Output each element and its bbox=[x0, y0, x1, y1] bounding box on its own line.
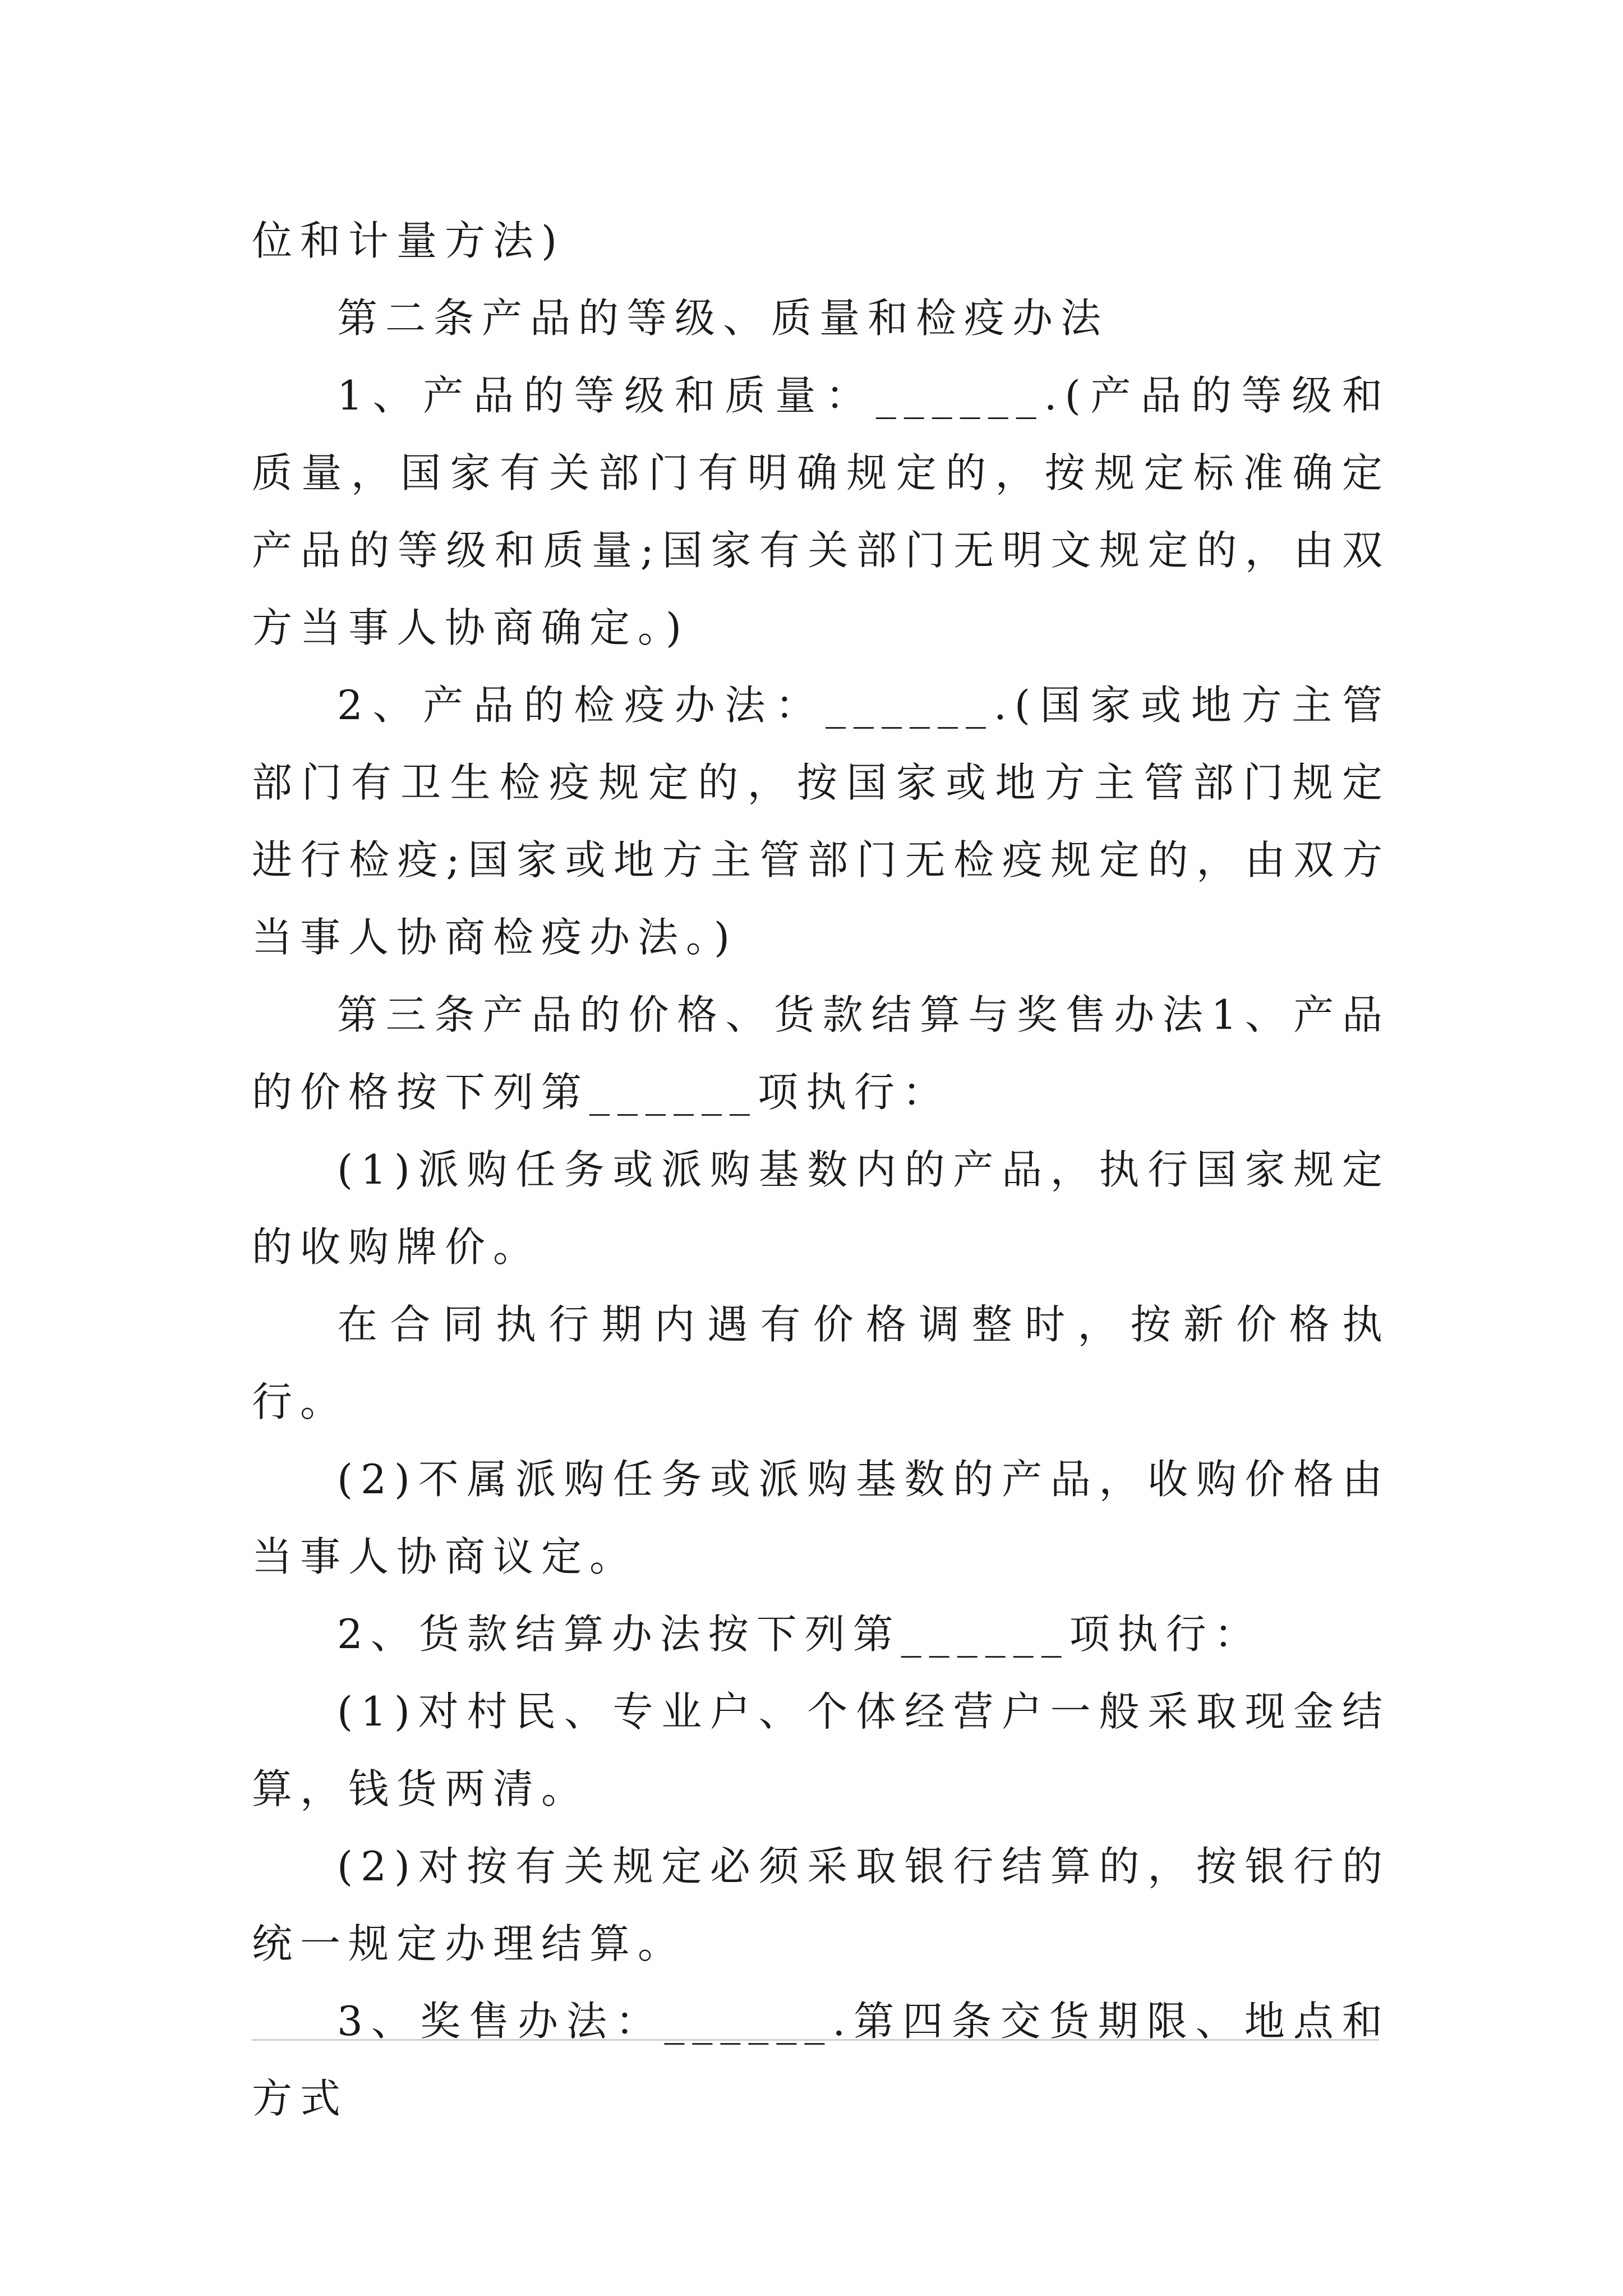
paragraph-4: 2、产品的检疫办法：______.(国家或地方主管部门有卫生检疫规定的，按国家或地方主管部门规定进行检疫;国家或地方主管部门无检疫规定的，由双方当事人协商检疫办法。) bbox=[252, 682, 1390, 961]
paragraph-1: 位和计量方法) bbox=[252, 217, 565, 264]
paragraph-11: (2)对按有关规定必须采取银行结算的，按银行的统一规定办理结算。 bbox=[252, 1843, 1390, 1967]
paragraph-6: (1)派购任务或派购基数内的产品，执行国家规定的收购牌价。 bbox=[252, 1146, 1390, 1271]
paragraph-5: 第三条产品的价格、货款结算与奖售办法1、产品的价格按下列第______项执行： bbox=[252, 991, 1390, 1116]
footer-divider bbox=[252, 2039, 1379, 2041]
document-body bbox=[252, 202, 1390, 2137]
paragraph-12: 3、奖售办法：______.第四条交货期限、地点和方式 bbox=[252, 1998, 1390, 2122]
paragraph-10: (1)对村民、专业户、个体经营户一般采取现金结算，钱货两清。 bbox=[252, 1688, 1390, 1812]
paragraph-2: 第二条产品的等级、质量和检疫办法 bbox=[337, 295, 1109, 342]
paragraph-3: 1、产品的等级和质量：______.(产品的等级和质量，国家有关部门有明确规定的，按规定标准确定产品的等级和质量;国家有关部门无明文规定的，由双方当事人协商确定。) bbox=[252, 372, 1390, 651]
paragraph-9: 2、货款结算办法按下列第______项执行： bbox=[337, 1611, 1262, 1658]
paragraph-7: 在合同执行期内遇有价格调整时，按新价格执行。 bbox=[252, 1301, 1390, 1425]
paragraph-8: (2)不属派购任务或派购基数的产品，收购价格由当事人协商议定。 bbox=[252, 1456, 1390, 1580]
